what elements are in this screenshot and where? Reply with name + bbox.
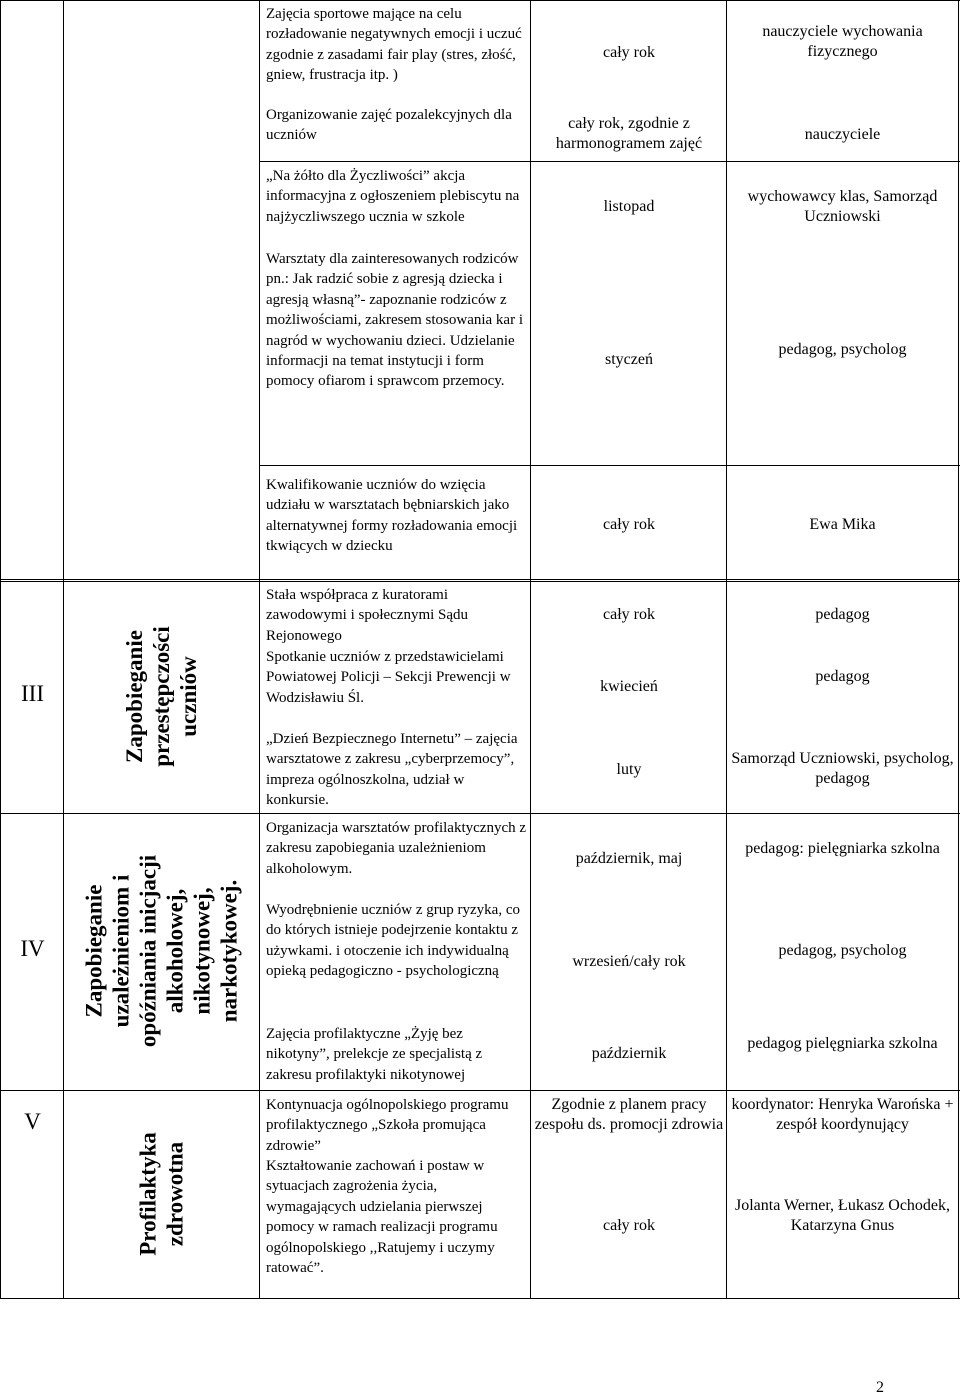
section-divider — [0, 1090, 960, 1091]
task-cell: Spotkanie uczniów z przedstawicielami Powiatowej Policji – Sekcji Prewencji w Wodzisławiu Śl. — [266, 649, 511, 706]
row-divider — [259, 161, 960, 162]
task-cell: Stała współpraca z kuratorami zawodowymi i społecznymi Sądu Rejonowego — [266, 587, 469, 644]
column-divider — [63, 0, 64, 1299]
task-cell: Zajęcia sportowe mające na celu rozładowanie negatywnych emocji i uczuć zgodnie z zasadami fair play (stres, złość, gniew, frustracja itp. ) — [266, 6, 522, 84]
topic-line: Zapobieganie — [122, 630, 147, 763]
row-divider — [259, 465, 960, 466]
responsible-cell: Jolanta Werner, Łukasz Ochodek, Katarzyna Gnus — [734, 1197, 951, 1235]
term-cell: cały rok — [603, 516, 655, 533]
responsible-cell: pedagog, psycholog — [778, 942, 907, 959]
topic-line: alkoholowej, — [162, 888, 188, 1014]
section-number: III — [21, 681, 44, 706]
task-cell: „Dzień Bezpiecznego Internetu” – zajęcia warsztatowe z zakresu „cyberprzemocy”, impreza ogólnoszkolna, udział w konkursie. — [266, 731, 518, 809]
page-number: 2 — [876, 1379, 884, 1396]
topic-line: zdrowotna — [162, 1141, 188, 1247]
responsible-cell: wychowawcy klas, Samorząd Uczniowski — [747, 188, 938, 226]
task-cell: Kwalifikowanie uczniów do wzięcia udziału w warsztatach bębniarskich jako alternatywnej formy rozładowania emocji tkwiących w dziecku — [266, 477, 518, 555]
term-cell: cały rok, zgodnie z harmonogramem zajęć — [555, 115, 703, 153]
section-divider — [0, 813, 960, 814]
term-cell: Zgodnie z planem pracy zespołu ds. promocji zdrowia — [534, 1096, 724, 1134]
term-cell: wrzesień/cały rok — [572, 953, 686, 970]
responsible-cell: pedagog pielęgniarka szkolna — [747, 1035, 938, 1052]
column-divider — [530, 0, 531, 1299]
term-cell: cały rok — [603, 606, 655, 623]
topic-line: Zapobieganie — [81, 884, 107, 1018]
responsible-cell: koordynator: Henryka Warońska + zespół koordynujący — [731, 1096, 954, 1134]
responsible-cell: Ewa Mika — [809, 516, 876, 533]
task-cell: Zajęcia profilaktyczne „Żyję bez nikotyny”, prelekcje ze specjalistą z zakresu profilaktyki nikotynowej — [266, 1026, 483, 1083]
topic-line: opóźniania inicjacji — [135, 854, 161, 1048]
responsible-cell: nauczyciele — [804, 126, 881, 143]
table-bottom-border — [0, 1298, 960, 1299]
column-divider — [726, 0, 727, 1299]
responsible-cell: pedagog: pielęgniarka szkolna — [745, 840, 940, 857]
topic-line: uzależnieniom i — [108, 874, 134, 1028]
term-cell: kwiecień — [600, 678, 658, 695]
responsible-cell: pedagog — [815, 606, 870, 623]
responsible-cell: pedagog — [815, 668, 870, 685]
section-topic — [121, 599, 202, 794]
term-cell: cały rok — [603, 1217, 655, 1234]
task-cell: Organizacja warsztatów profilaktycznych z zakresu zapobiegania uzależnieniom alkoholowym. — [266, 820, 527, 877]
task-cell: Kontynuacja ogólnopolskiego programu profilaktycznego „Szkoła promująca zdrowie” — [266, 1097, 509, 1154]
section-divider — [0, 581, 960, 582]
task-cell: Warsztaty dla zainteresowanych rodziców pn.: Jak radzić sobie z agresją dziecka i agresją własną”- zapoznanie rodziców z możliwościami, zakresem stosowania kar i nagród w wychowaniu dzieci. Udzielanie informacji na temat instytucji i form pomocy ofiarom i sprawcom przemocy. — [266, 251, 524, 390]
topic-line: uczniów — [176, 656, 201, 737]
column-divider — [259, 0, 260, 1299]
task-cell: Kształtowanie zachowań i postaw w sytuacjach zagrożenia życia, wymagających udzielania pierwszej pomocy w ramach realizacji programu ogólnopolskiego ,,Ratujemy i uczymy ratować”. — [266, 1158, 498, 1277]
responsible-cell: nauczyciele wychowania fizycznego — [762, 23, 923, 61]
section-divider — [0, 579, 960, 580]
task-cell: „Na żółto dla Życzliwości” akcja informacyjna z ogłoszeniem plebiscytu na najżyczliwszego ucznia w szkole — [266, 168, 520, 225]
task-cell: Organizowanie zajęć pozalekcyjnych dla uczniów — [266, 107, 512, 144]
topic-line: narkotykowej. — [216, 879, 242, 1023]
term-cell: luty — [616, 761, 642, 778]
responsible-cell: Samorząd Uczniowski, psycholog, pedagog — [731, 750, 954, 788]
section-number: V — [24, 1109, 41, 1134]
section-number: IV — [20, 936, 45, 961]
term-cell: cały rok — [603, 44, 655, 61]
term-cell: listopad — [603, 198, 655, 215]
topic-line: Profilaktyka — [135, 1132, 161, 1256]
term-cell: styczeń — [605, 351, 653, 368]
task-cell: Wyodrębnienie uczniów z grup ryzyka, co do których istnieje podejrzenie kontaktu z używkami. i otoczenie ich indywidualną opieką pedagogiczno - psychologiczną — [266, 902, 520, 980]
column-divider — [0, 0, 1, 1299]
topic-line: przestępczości — [149, 626, 174, 767]
section-topic — [81, 854, 243, 1049]
table-top-border — [0, 0, 960, 1]
responsible-cell: pedagog, psycholog — [778, 341, 907, 358]
term-cell: październik, maj — [575, 850, 683, 867]
term-cell: październik — [591, 1045, 667, 1062]
topic-line: nikotynowej, — [189, 887, 215, 1015]
column-divider — [958, 0, 959, 1299]
section-topic — [135, 1097, 189, 1292]
